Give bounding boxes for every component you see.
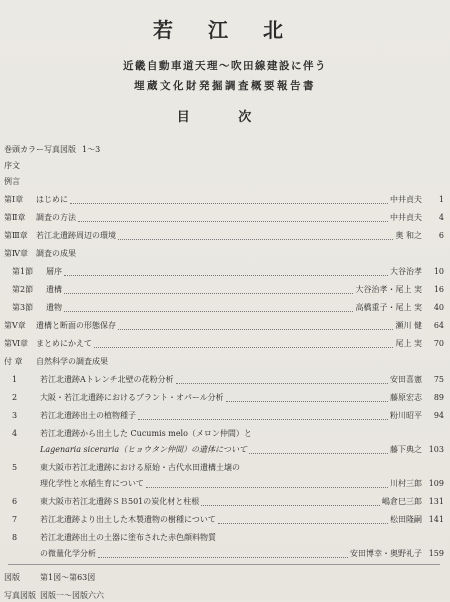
toc-entry-app5a [12, 462, 444, 474]
toc-entry-author: 安田博幸・奥野礼子 [350, 549, 422, 558]
leader-dots [94, 341, 393, 348]
toc-entry-label: 調査の方法 [36, 213, 76, 222]
toc-entry-number: 4 [12, 429, 18, 438]
toc-entry-sec1 [12, 266, 444, 278]
toc-entry-label: 自然科学の調査成果 [36, 357, 108, 366]
toc-entry-page: 1 [438, 195, 444, 204]
toc-entry-label: 若江北遺跡周辺の環境 [36, 231, 116, 240]
toc-entry-number: 第Ⅵ章 [4, 339, 29, 348]
toc-entry-number: 2 [12, 393, 18, 402]
toc-entry-label: 遺物 [46, 303, 62, 312]
toc-entry-page: 141 [428, 515, 444, 524]
leader-dots [138, 413, 388, 420]
toc-entry-page: 70 [433, 339, 444, 348]
toc-entry-number: 1 [12, 375, 18, 384]
toc-entry-label: 図版一〜図版六六 [40, 591, 104, 600]
toc-entry-app4b [12, 444, 444, 456]
leader-dots [118, 323, 393, 330]
toc-entry-page: 103 [428, 445, 444, 454]
toc-entry-ch4 [4, 248, 444, 260]
toc-entry-label: Lagenaria siceraria（ヒョウタン仲間）の遺体について [40, 445, 247, 454]
toc-entry-label: はじめに [36, 195, 68, 204]
toc-entry-app3 [12, 410, 444, 422]
toc-entry-author: 大谷治孝・尾上 実 [355, 285, 422, 294]
toc-entry-ch5 [4, 320, 444, 332]
toc-entry-author: 瀬川 健 [395, 321, 422, 330]
toc-entry-number: 付 章 [4, 357, 23, 366]
toc-entry-page: 159 [428, 549, 444, 558]
toc-entry-number: 7 [12, 515, 18, 524]
toc-entry-label: 若江北遺跡Aトレンチ北壁の花粉分析 [40, 375, 174, 384]
toc-entry-number: 第Ⅲ章 [4, 231, 28, 240]
toc-entry-author: 中井貞夫 [390, 213, 422, 222]
toc-entry-label: 理化学性と水稲生育について [40, 479, 144, 488]
toc-entry-label: 調査の成果 [36, 249, 76, 258]
toc-entry-ch3 [4, 230, 444, 242]
toc-entry-author: 安田喜憲 [390, 375, 422, 384]
toc-entry-app6 [12, 496, 444, 508]
toc-entry-page: 89 [433, 393, 444, 402]
leader-dots [64, 305, 353, 312]
toc-entry-number: 5 [12, 463, 18, 472]
toc-entry-number: 第Ⅴ章 [4, 321, 26, 330]
toc-entry-label: 東大阪市若江北遺跡ＳＢ501の炭化材と柱根 [40, 497, 200, 506]
toc-entry-author: 高橋重子・尾上 実 [355, 303, 422, 312]
toc-entry-label: 若江北遺跡より出土した木製遺物の樹種について [40, 515, 216, 524]
toc-entry-page: 16 [433, 285, 444, 294]
toc-entry-label: 若江北遺跡出土の土器に塗布された赤色顔料物質 [40, 533, 216, 542]
toc-entry-page: 10 [433, 267, 444, 276]
toc-entry-number: 写真図版 [4, 591, 36, 600]
toc-entry-label: まとめにかえて [36, 339, 92, 348]
toc-entry-app7 [12, 514, 444, 526]
toc-entry-author: 嶋倉巳三郎 [382, 497, 422, 506]
toc-entry-preface [4, 160, 444, 172]
book-title: 若 江 北 [153, 18, 297, 42]
toc-entry-label: 東大阪市若江北遺跡における原始・古代水田遺構土壌の [40, 463, 240, 472]
toc-entry-page: 131 [428, 497, 444, 506]
toc-entry-number: 図版 [4, 573, 20, 582]
toc-entry-app2 [12, 392, 444, 404]
toc-entry-number: 3 [12, 411, 18, 420]
leader-dots [176, 377, 388, 384]
toc-entry-ch1 [4, 194, 444, 206]
toc-entry-number: 第3節 [12, 303, 34, 312]
toc-entry-notes [4, 176, 444, 188]
toc-entry-photo-plates [4, 590, 444, 602]
leader-dots [201, 499, 380, 506]
toc-entry-number: 第Ⅰ章 [4, 195, 24, 204]
toc-entry-app8a [12, 532, 444, 544]
toc-entry-author: 大谷治孝 [390, 267, 422, 276]
toc-entry-author: 粉川昭平 [390, 411, 422, 420]
toc-entry-ch2 [4, 212, 444, 224]
toc-heading: 目 次 [176, 110, 274, 125]
divider [8, 564, 440, 565]
leader-dots [218, 517, 388, 524]
leader-dots [64, 287, 353, 294]
subtitle-line-2: 埋蔵文化財発掘調査概要報告書 [134, 80, 316, 92]
toc-entry-color-plates [4, 144, 444, 156]
toc-entry-app4a [12, 428, 444, 440]
toc-entry-label: 遺構と断面の形態保存 [36, 321, 116, 330]
toc-entry-app1 [12, 374, 444, 386]
toc-entry-number: 巻頭カラー写真図版 [4, 145, 76, 154]
toc-entry-number: 6 [12, 497, 18, 506]
toc-entry-number: 第2節 [12, 285, 34, 294]
leader-dots [226, 395, 388, 402]
toc-entry-appendix [4, 356, 444, 368]
toc-entry-page: 40 [433, 303, 444, 312]
toc-entry-label: 層序 [46, 267, 62, 276]
toc-entry-label: 若江北遺跡出土の植物種子 [40, 411, 136, 420]
toc-entry-author: 尾上 実 [395, 339, 422, 348]
toc-entry-author: 川村三郎 [390, 479, 422, 488]
toc-entry-sec3 [12, 302, 444, 314]
toc-entry-page: 64 [433, 321, 444, 330]
toc-entry-number: 第Ⅱ章 [4, 213, 26, 222]
leader-dots [98, 551, 348, 558]
toc-entry-page: 94 [433, 411, 444, 420]
toc-entry-app5b [12, 478, 444, 490]
toc-entry-label: 若江北遺跡から出土した Cucumis melo（メロン仲間）と [40, 429, 252, 438]
leader-dots [64, 269, 388, 276]
toc-entry-label: 遺構 [46, 285, 62, 294]
toc-entry-author: 中井貞夫 [390, 195, 422, 204]
toc-entry-author: 藤下典之 [390, 445, 422, 454]
toc-entry-page: 75 [433, 375, 444, 384]
toc-entry-author: 奥 和之 [395, 231, 422, 240]
toc-entry-page: 6 [438, 231, 444, 240]
leader-dots [78, 215, 388, 222]
toc-entry-number: 第1節 [12, 267, 34, 276]
toc-entry-label: の微量化学分析 [40, 549, 96, 558]
toc-entry-ch6 [4, 338, 444, 350]
toc-entry-label: 第1図〜第63図 [40, 573, 96, 582]
toc-entry-author: 松田隆嗣 [390, 515, 422, 524]
toc-entry-figures [4, 572, 444, 584]
toc-entry-page: 4 [438, 213, 444, 222]
toc-entry-label: 1〜3 [82, 145, 101, 154]
toc-entry-app8b [12, 548, 444, 560]
toc-entry-number: 第Ⅳ章 [4, 249, 28, 258]
leader-dots [118, 233, 393, 240]
toc-entry-label: 序文 [4, 161, 20, 170]
toc-entry-number: 8 [12, 533, 18, 542]
leader-dots [70, 197, 388, 204]
subtitle-line-1: 近畿自動車道天理〜吹田線建設に伴う [123, 60, 327, 72]
toc-entry-page: 109 [428, 479, 444, 488]
toc-entry-author: 藤原宏志 [390, 393, 422, 402]
toc-entry-sec2 [12, 284, 444, 296]
leader-dots [249, 447, 388, 454]
toc-entry-label: 大阪・若江北遺跡におけるプラント・オパール分析 [40, 393, 224, 402]
leader-dots [146, 481, 388, 488]
toc-entry-label: 例言 [4, 177, 20, 186]
